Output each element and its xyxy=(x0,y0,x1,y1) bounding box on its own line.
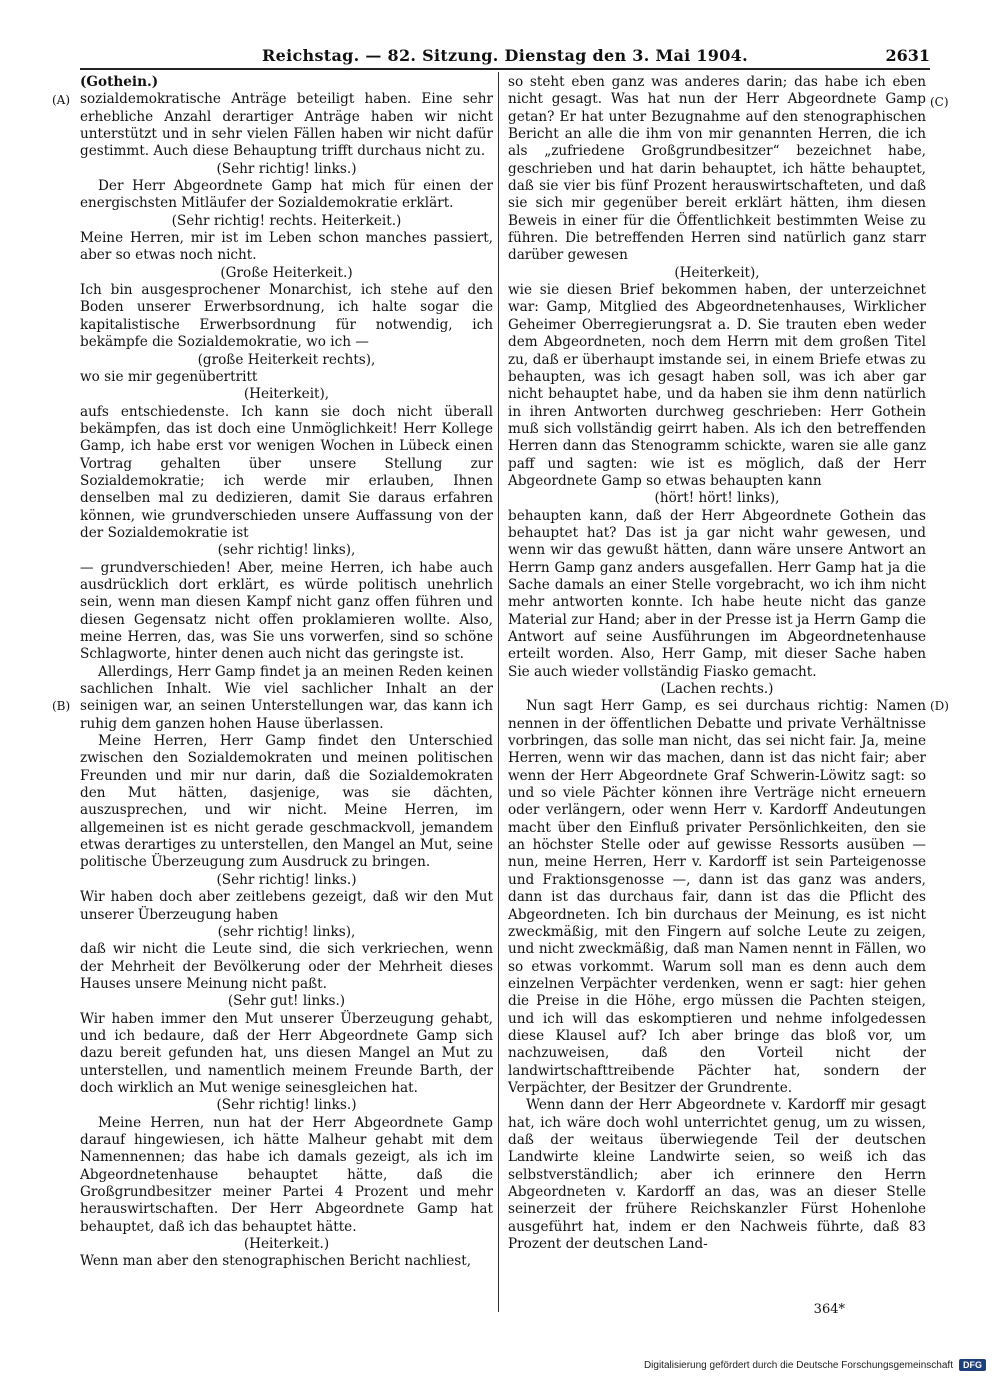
paragraph: daß wir nicht die Leute sind, die sich verkriechen, wenn der Mehrheit der Bevölkerung oder der Mehrheit dieses Hauses unsere Meinung nicht paßt. xyxy=(80,941,493,992)
paragraph: aufs entschiedenste. Ich kann sie doch nicht überall bekämpfen, das ist doch eine Unmöglichkeit! Herr Kollege Gamp, ich habe erst vor wenigen Wochen in Lübeck einen Vortrag gehalten über unsere Stellung zur Sozialdemokratie; ich werde mir erlauben, Ihnen denselben mal zu dedizieren, damit Sie daraus erfahren können, wie grundverschieden unsere Auffassung von der der Sozialdemokratie ist xyxy=(80,403,493,541)
interjection: (Sehr richtig! links.) xyxy=(216,871,357,888)
paragraph: Meine Herren, nun hat der Herr Abgeordnete Gamp darauf hingewiesen, ich hätte Malheur gehabt mit dem Namennennen; das habe ich damals gezeigt, als ich im Abgeordnetenhause behauptet hätte, daß die Großgrundbesitzer meiner Partei 4 Prozent und mehr herauswirtschaften. Der Herr Abgeordnete Gamp hat behauptet, daß ich das behauptet hätte. xyxy=(80,1114,493,1235)
signature-mark: 364* xyxy=(813,1302,845,1317)
paragraph: Allerdings, Herr Gamp findet ja an meinen Reden keinen sachlichen Inhalt. Wie viel sachlicher Inhalt an der seinigen war, an seinen Unterstellungen war, das kann ich ruhig dem ganzen hohen Hause überlassen. xyxy=(80,663,493,732)
interjection: (große Heiterkeit rechts), xyxy=(197,351,376,368)
paragraph: so steht eben ganz was anderes darin; das habe ich eben nicht gesagt. Was hat nun der Herr Abgeordnete Gamp getan? Er hat unter Bezugnahme auf den stenographischen Bericht an alle die ihm von mir genannten Herren, die ich als „zufriedene Großgrundbesitzer“ bezeichnet habe, geschrieben und hat darin behauptet, ich hätte behauptet, daß sie vier bis fünf Prozent herauswirtschafteten, und daß sie sich mir gegenüber bereit erklärt hätten, ihm diesen Beweis in einer für die Öffentlichkeit bestimmten Weise zu führen. Die betreffenden Herren sind natürlich ganz starr darüber gewesen xyxy=(508,74,926,264)
footer-credit: Digitalisierung gefördert durch die Deutsche Forschungsgemeinschaft xyxy=(643,1359,953,1371)
paragraph: sozialdemokratische Anträge beteiligt haben. Eine sehr erhebliche Anzahl derartiger Anträge haben wir nicht unterstützt und in sehr vielen Fällen haben wir nicht dafür gestimmt. Auch diese Behauptung trifft durchaus nicht zu. xyxy=(80,91,493,160)
interjection: (Sehr gut! links.) xyxy=(227,993,346,1010)
paragraph: Wir haben doch aber zeitlebens gezeigt, daß wir den Mut unserer Überzeugung haben xyxy=(80,889,493,923)
left-column xyxy=(80,74,493,1271)
margin-mark-b: (B) xyxy=(52,699,71,713)
paragraph: behaupten kann, daß der Herr Abgeordnete Gothein das behauptet hat? Das ist ja gar nicht wahr gewesen, und wenn wir das gewußt hätten, dann wäre unsere Antwort an Herrn Gamp ganz anders ausgefallen. Herr Gamp hat ja die Sache damals an einer Stelle vorgebracht, wo ich ihm nicht mehr antworten konnte. Ich habe heute nicht das ganze Material zur Hand; aber in der Presse ist ja Herrn Gamp die Antwort auf seine Ausführungen im Abgeordnetenhause erteilt worden. Also, Herr Gamp, mit dieser Sache haben Sie auch wieder vollständig Fiasko gemacht. xyxy=(508,507,926,680)
margin-mark-a: (A) xyxy=(52,93,71,107)
interjection: (Heiterkeit), xyxy=(243,386,330,403)
paragraph: Wenn man aber den stenographischen Bericht nachliest, xyxy=(80,1253,472,1270)
interjection: (Sehr richtig! rechts. Heiterkeit.) xyxy=(171,212,402,229)
interjection: (Heiterkeit), xyxy=(674,264,760,281)
dfg-logo-icon: DFG xyxy=(959,1359,986,1371)
margin-mark-d: (D) xyxy=(930,699,949,713)
paragraph: wo sie mir gegenübertritt xyxy=(80,368,258,385)
running-title: Reichstag. — 82. Sitzung. Dienstag den 3. Mai 1904. xyxy=(262,46,748,65)
page-number: 2631 xyxy=(885,46,930,65)
interjection: (hört! hört! links), xyxy=(654,490,780,507)
paragraph: wie sie diesen Brief bekommen haben, der unterzeichnet war: Gamp, Mitglied des Abgeordnetenhauses, Wirklicher Geheimer Oberregierungsrat a. D. Sie trauten eben weder dem Abgeordneten, noch dem Herrn mit dem großen Titel zu, daß er überhaupt imstande sei, in einem Briefe etwas zu behaupten, was ich gesagt haben soll, was ich aber gar nicht behauptet habe, und da haben sie ihm denn natürlich in ihren Antworten durchweg geschrieben: Herr Gothein muß sich vollständig geirrt haben. Als ich den betreffenden Herren dann das Stenogramm schickte, waren sie alle ganz paff und sagten: wie ist es möglich, daß der Herr Abgeordnete Gamp so etwas behaupten kann xyxy=(508,282,926,489)
paragraph: Der Herr Abgeordnete Gamp hat mich für einen der energischsten Mitläufer der Sozialdemokratie erklärt. xyxy=(80,178,493,212)
paragraph: Meine Herren, mir ist im Leben schon manches passiert, aber so etwas noch nicht. xyxy=(80,230,493,264)
footer xyxy=(644,1359,986,1371)
paragraph: Meine Herren, Herr Gamp findet den Unterschied zwischen den Sozialdemokraten und meinen politischen Freunden und mir nur darin, daß die Sozialdemokraten den Mut hätten, dasjenige, was sie dächten, auszusprechen, und wir nicht. Meine Herren, im allgemeinen ist es nicht gerade geschmackvoll, jemandem etwas derartiges zu unterstellen, den Mangel an Mut, seine politische Überzeugung zum Ausdruck zu bringen. xyxy=(80,733,493,871)
margin-mark-c: (C) xyxy=(930,95,949,109)
interjection: (sehr richtig! links), xyxy=(217,923,356,940)
paragraph: Nun sagt Herr Gamp, es sei durchaus richtig: Namen nennen in der öffentlichen Debatte und private Verhältnisse vorbringen, das solle man nicht, das sei nicht fair. Ja, meine Herren, wenn wir das machen, dann ist das nicht fair; aber wenn der Herr Abgeordnete Graf Schwerin-Löwitz sagt: so und so viele Pächter können ihre Verträge nicht erneuern oder verlängern, oder wenn Herr v. Kardorff Andeutungen macht über den Einfluß privater Persönlichkeiten, den sie an höchster Stelle oder auf gewisse Ressorts ausüben — nun, meine Herren, Herr v. Kardorff ist sein Parteigenosse und Fraktionsgenosse —, dann ist das ganz was anders, dann ist das durchaus fair, dann ist das die Pflicht des Abgeordneten. Ich bin durchaus der Meinung, es ist nicht zweckmäßig, mit den Fingern auf solche Leute zu zeigen, und nicht zweckmäßig, daß man Namen nennt in Fällen, wo so etwas vorkommt. Warum soll man es denn auch dem einzelnen Verpächter verdenken, wenn er sagt: hier gehen die Preise in die Höhe, ergo müssen die Pachten steigen, und ich will das eskomptieren und nehme infolgedessen diese Klausel auf? Ich aber bringe das bloß vor, um nachzuweisen, daß den Vorteil nicht der landwirtschafttreibende Pächter hat, sondern der Verpächter, der Besitzer der Grundrente. xyxy=(508,698,926,1096)
right-column xyxy=(508,74,926,1253)
interjection: (Sehr richtig! links.) xyxy=(216,160,357,177)
paragraph: Wir haben immer den Mut unserer Überzeugung gehabt, und ich bedaure, daß der Herr Abgeordnete Gamp sich dazu bereit gefunden hat, uns diesen Mangel an Mut zu unterstellen, und namentlich meinem Freunde Barth, der doch wirklich an Mut wenige seinesgleichen hat. xyxy=(80,1010,493,1096)
interjection: (Große Heiterkeit.) xyxy=(220,264,353,281)
interjection: (Lachen rechts.) xyxy=(660,681,774,698)
paragraph: Ich bin ausgesprochener Monarchist, ich stehe auf den Boden unserer Erwerbsordnung, ich halte sogar die kapitalistische Erwerbsordnung für notwendig, ich bekämpfe die Sozialdemokratie, wo ich — xyxy=(80,282,493,351)
page-header xyxy=(80,40,930,70)
interjection: (Heiterkeit.) xyxy=(243,1236,330,1253)
paragraph: — grundverschieden! Aber, meine Herren, ich habe auch ausdrücklich dort erklärt, es würde politisch unehrlich sein, wenn man diesen Kampf nicht ganz offen führen und diesen Gegensatz nicht offen proklamieren wollte. Also, meine Herren, das, was Sie uns vorwerfen, sind so schöne Schlagworte, hinter denen auch nicht das geringste ist. xyxy=(80,559,493,663)
speaker-name: (Gothein.) xyxy=(80,74,159,90)
paragraph: Wenn dann der Herr Abgeordnete v. Kardorff mir gesagt hat, ich wäre doch wohl unterrichtet genug, um zu wissen, daß der weitaus überwiegende Teil der deutschen Landwirte kleine Landwirte seien, so weiß ich das selbstverständlich; aber ich erinnere den Herrn Abgeordneten v. Kardorff an das, was an dieser Stelle seinerzeit der frühere Reichskanzler Fürst Hohenlohe ausgeführt hat, indem er den Nachweis führte, daß 83 Prozent der deutschen Land- xyxy=(508,1097,926,1253)
interjection: (Sehr richtig! links.) xyxy=(216,1097,357,1114)
interjection: (sehr richtig! links), xyxy=(217,542,356,559)
header-rule xyxy=(80,68,930,70)
column-divider xyxy=(498,72,499,1312)
